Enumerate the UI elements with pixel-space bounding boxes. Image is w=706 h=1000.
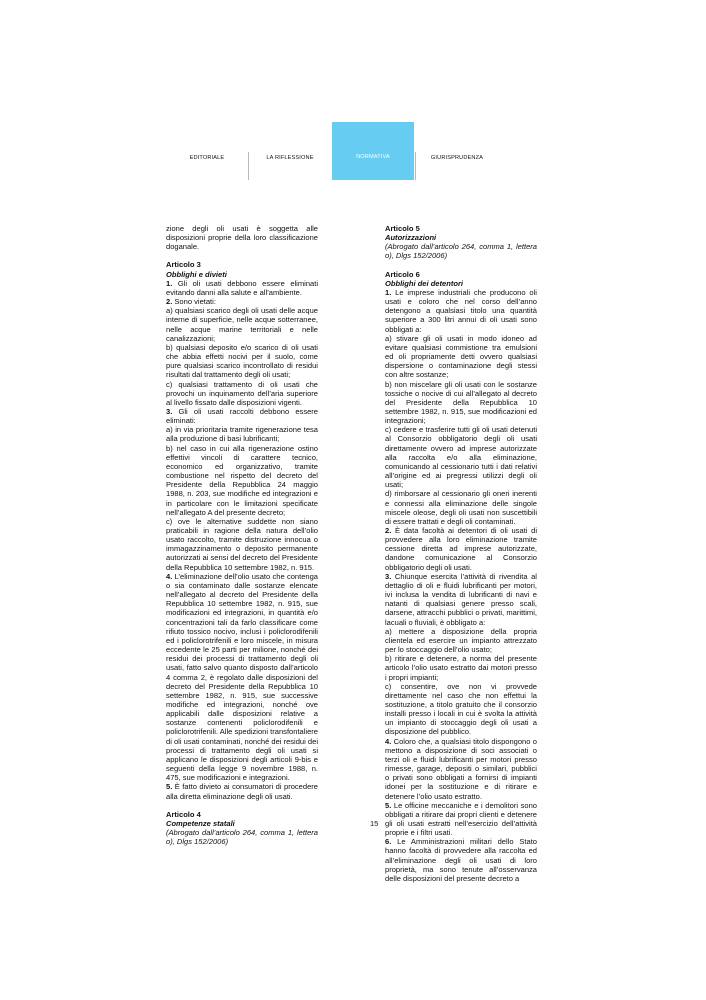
list-item: a) in via prioritaria tramite rigenerazione tesa alla produzione di basi lubrificanti; bbox=[166, 425, 318, 444]
article-6-title: Articolo 6 bbox=[385, 269, 420, 279]
list-item: b) nel caso in cui alla rigenerazione ostino effettivi vincoli di carattere tecnico, economico ed organizzativo, tramite combustione nel rispetto del decreto del Presidente della Repubblica 24 maggio 1988, n. 203, sue modifiche ed integrazioni e in particolare con le limitazioni specificate nell’allegato A del presente decreto; bbox=[166, 443, 318, 517]
right-column bbox=[385, 224, 537, 883]
list-item: d) rimborsare al cessionario gli oneri inerenti e connessi alla eliminazione delle singole miscele oleose, degli oli usati non suscettibili di essere trattati e degli oli contaminati. bbox=[385, 489, 537, 526]
article-5-title: Articolo 5 bbox=[385, 224, 420, 233]
paragraph: 1. Gli oli usati debbono essere eliminati evitando danni alla salute e all’ambiente. bbox=[166, 278, 318, 297]
list-item: a) stivare gli oli usati in modo idoneo ad evitare qualsiasi commistione tra emulsioni ed oli propriamente detti ovvero qualsiasi dispersione o contaminazione degli stessi con altre sostanze; bbox=[385, 333, 537, 380]
article-6-subtitle: Obblighi dei detentori bbox=[385, 278, 463, 288]
list-item: a) mettere a disposizione della propria clientela ed esercire un impianto attrezzato per lo stoccaggio dell’olio usato; bbox=[385, 626, 537, 655]
list-item: b) non miscelare gli oli usati con le sostanze tossiche o nocive di cui all’allegato al decreto del Presidente della Repubblica 10 settembre 1982, n. 915, sue modificazioni ed integrazioni; bbox=[385, 379, 537, 426]
list-item: b) ritirare e detenere, a norma del presente articolo l’olio usato estratto dai motori presso i propri impianti; bbox=[385, 654, 537, 682]
tab-giurisprudenza[interactable]: GIURISPRUDENZA bbox=[415, 152, 498, 180]
article-4-subtitle: Competenze statali bbox=[166, 818, 235, 828]
section-nav bbox=[166, 122, 498, 180]
page-number: 15 bbox=[370, 819, 379, 828]
paragraph: 5. È fatto divieto ai consumatori di procedere alla diretta eliminazione degli oli usati. bbox=[166, 782, 318, 801]
paragraph: 6. Le Amministrazioni militari dello Stato hanno facoltà di provvedere alla raccolta ed all’eliminazione degli oli usati di loro proprietà, ma sono tenute all’osservanza delle disposizioni del presente decreto a bbox=[385, 837, 537, 883]
left-column bbox=[166, 224, 318, 846]
paragraph: 2. Sono vietati: bbox=[166, 297, 216, 307]
paragraph: 3. Gli oli usati raccolti debbono essere eliminati: bbox=[166, 406, 318, 426]
paragraph: 5. Le officine meccaniche e i demolitori sono obbligati a ritirare dai propri clienti e detenere gli oli usati estratti nell’esercizio dell’attività proprie e i filtri usati. bbox=[385, 800, 537, 838]
tab-normativa[interactable]: NORMATIVA bbox=[332, 122, 414, 180]
list-item: c) cedere e trasferire tutti gli oli usati detenuti al Consorzio obbligatorio degli oli usati direttamente ovvero ad imprese autorizzate alla raccolta e/o alla eliminazione, comunicando al cessionario tutti i dati relativi all’origine ed ai pregressi utilizzi degli oli usati; bbox=[385, 425, 537, 490]
paragraph: 3. Chiunque esercita l’attività di rivendita al dettaglio di oli e fluidi lubrificanti per motori, ivi inclusa la vendita di lubrificanti di navi e natanti di qualsiasi genere presso scali, darsene, attracchi pubblici o privati, marittimi, lacuali o fluviali, è obbligato a: bbox=[385, 571, 537, 627]
list-item: a) qualsiasi scarico degli oli usati delle acque interne di superficie, nelle acque sotterranee, nelle acque marine territoriali e nelle canalizzazioni; bbox=[166, 306, 318, 343]
article-5-subtitle: Autorizzazioni bbox=[385, 233, 437, 243]
article-3-title: Articolo 3 bbox=[166, 260, 201, 270]
list-item: c) ove le alternative suddette non siano praticabili in ragione della natura dell’olio usato raccolto, tramite distruzione innocua o immagazzinamento o deposito permanente autorizzati ai sensi del decreto del Presidente della Repubblica 10 settembre 1982, n. 915. bbox=[166, 516, 318, 572]
paragraph: 4. Coloro che, a qualsiasi titolo dispongono o mettono a disposizione di soci associati o terzi oli e fluidi lubrificanti per motori presso rimesse, garage, depositi o similari, pubblici o privati sono obbligati a fornirsi di impianti idonei per la sostituzione e di ritirare e detenere l’olio usato estratto. bbox=[385, 736, 537, 801]
paragraph: 2. È data facoltà ai detentori di oli usati di provvedere alla loro eliminazione tramite cessione diretta ad imprese autorizzate, dandone comunicazione al Consorzio obbligatorio degli oli usati. bbox=[385, 526, 537, 572]
tab-la-riflessione[interactable]: LA RIFLESSIONE bbox=[248, 152, 331, 180]
paragraph: 4. L’eliminazione dell’olio usato che contenga o sia contaminato dalle sostanze elencate nell’allegato al decreto del Presidente della Repubblica 10 settembre 1982, n. 915, sue modificazioni ed integrazioni, in quantità e/o concentrazioni tali da farlo classificare come rifiuto tossico nocivo, inclusi i policlorodifenili ed i policlorotrifenili e loro miscele, in misura eccedente le 25 parti per milione, nonché dei residui dei processi di trattamento degli oli usati, fatto salvo quanto disposto dall’articolo 4 comma 2, è regolato dalle disposizioni del decreto del Presidente della Repubblica 10 settembre 1982, n. 915, sue successive modifiche ed integrazioni, nonché ove applicabili dalle disposizioni relative a sostanze contenenti policlorodifenili e policlorotrifenili. Alle spedizioni transfontaliere di oli usati contaminati, nonché dei residui dei processi di trattamento degli oli usati si applicano le disposizioni degli articoli 9-bis e seguenti della legge 9 novembre 1988, n. 475, sue modificazioni e integrazioni. bbox=[166, 571, 318, 783]
article-3-subtitle: Obblighi e divieti bbox=[166, 269, 227, 279]
tab-editoriale[interactable]: EDITORIALE bbox=[189, 155, 225, 161]
list-item: c) consentire, ove non vi provvede direttamente nel caso che non effettui la sostituzione, a titolo gratuito che il consorzio installi presso i locali in cui è svolta la attività un impianto di stoccaggio degli oli usati a disposizione del pubblico. bbox=[385, 681, 537, 737]
intro-paragraph: zione degli oli usati è soggetta alle disposizioni proprie della loro classificazione doganale. bbox=[166, 224, 318, 252]
list-item: c) qualsiasi trattamento di oli usati che provochi un inquinamento dell’aria superiore al livello fissato dalle disposizioni vigenti. bbox=[166, 379, 318, 407]
paragraph: 1. Le imprese industriali che producono oli usati e coloro che nel corso dell’anno detengono a qualsiasi titolo una quantità superiore a 300 litri annui di oli usati sono obbligati a: bbox=[385, 287, 537, 334]
article-5-note: (Abrogato dall’articolo 264, comma 1, lettera o), Dlgs 152/2006) bbox=[385, 242, 537, 261]
list-item: b) qualsiasi deposito e/o scarico di oli usati che abbia effetti nocivi per il suolo, come pure qualsiasi scarico incontrollato di residui risultati dal trattamento degli oli usati; bbox=[166, 342, 318, 380]
article-4-title: Articolo 4 bbox=[166, 809, 201, 819]
article-4-note: (Abrogato dall’articolo 264, comma 1, lettera o), Dlgs 152/2006) bbox=[166, 828, 318, 847]
